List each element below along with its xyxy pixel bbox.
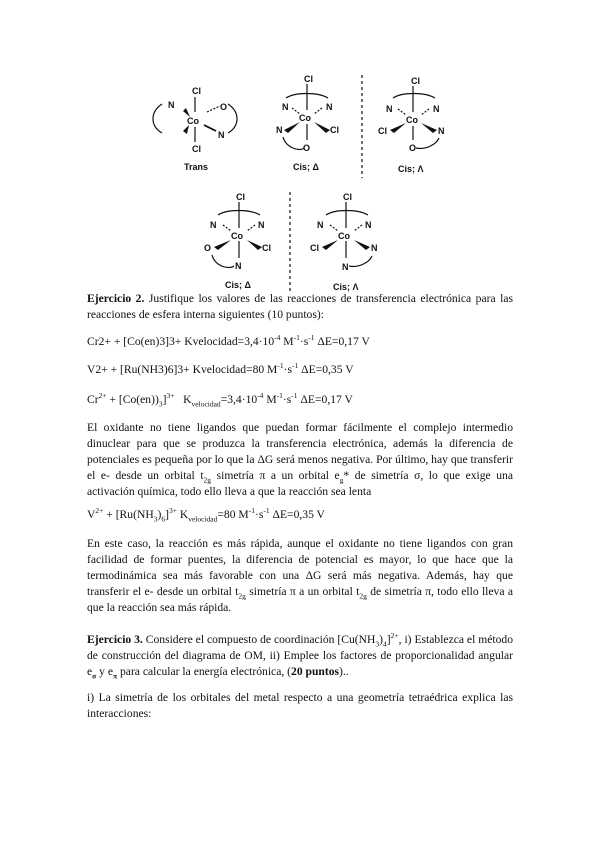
svg-text:N: N — [326, 102, 333, 112]
svg-text:Co: Co — [187, 116, 199, 126]
svg-text:N: N — [218, 130, 225, 140]
ex2-explanation-1: El oxidante no tiene ligandos que puedan formar fácilmente el complejo intermedio dinuclear para que se produzca la transferencia electrónica, además la diferencia de potenciales es pequeña por lo que la ΔG será menos negativa. Por último, hay que transferir el e- desde un orbital $t_{2g}$ simetría π a un orbital $e_g*$ de simetría σ, lo que exige una activación química, todo ello lleva a que la reacción sea lenta — [87, 421, 513, 498]
svg-text:N: N — [276, 125, 283, 135]
svg-text:N: N — [258, 220, 265, 230]
cis-delta-isomer-2 — [204, 192, 271, 290]
svg-text:Co: Co — [406, 115, 418, 125]
cis-lambda-isomer-1 — [378, 76, 445, 174]
cis-delta-isomer-1 — [276, 74, 339, 172]
svg-text:N: N — [235, 261, 242, 271]
svg-text:N: N — [282, 102, 289, 112]
svg-text:Cl: Cl — [192, 144, 201, 154]
svg-text:Cl: Cl — [236, 192, 245, 202]
svg-text:Cl: Cl — [304, 74, 313, 84]
svg-text:Cl: Cl — [330, 125, 339, 135]
svg-text:Cl: Cl — [378, 126, 387, 136]
ex2-reaction-2: V2+ + [Ru(NH3)6]3+ Kvelocidad=80 $M^{-1}\cdot s^{-1}$ ΔE=0,35 V — [87, 361, 354, 376]
svg-text:N: N — [438, 126, 445, 136]
svg-text:N: N — [342, 262, 349, 272]
ex3-part-i: i) La simetría de los orbitales del metal respecto a una geometría tetraédrica explica las interacciones: — [87, 691, 513, 720]
svg-text:Cl: Cl — [411, 76, 420, 86]
svg-text:N: N — [317, 220, 324, 230]
svg-text:N: N — [210, 220, 217, 230]
svg-text:Co: Co — [299, 113, 311, 123]
svg-text:O: O — [220, 102, 228, 112]
svg-text:Co: Co — [231, 231, 243, 241]
label-cis-delta-2: Cis; Δ — [225, 280, 251, 290]
svg-text:Co: Co — [338, 231, 350, 241]
label-cis-lambda-1: Cis; Λ — [398, 164, 424, 174]
ex2-intro: Ejercicio 2. Justifique los valores de las reacciones de transferencia electrónica para las reacciones de esfera interna siguientes (10 puntos): — [87, 292, 513, 321]
cis-lambda-isomer-2 — [310, 192, 378, 292]
label-cis-delta-1: Cis; Δ — [293, 162, 319, 172]
ex2-reaction-1: $Cr2+ + [Co(en)3]3+ Kvelocidad=3,4\cdot 10^{-4}$ $M^{-1}\cdot s^{-1}$ ΔE=0,17 V — [87, 333, 370, 348]
isomers-figure — [0, 0, 600, 295]
trans-isomer — [153, 86, 237, 172]
svg-text:O: O — [303, 143, 311, 153]
svg-text:Cl: Cl — [310, 243, 319, 253]
svg-text:N: N — [365, 220, 372, 230]
svg-text:N: N — [433, 104, 440, 114]
svg-text:O: O — [409, 143, 417, 153]
svg-text:N: N — [386, 104, 393, 114]
svg-text:Cl: Cl — [262, 243, 271, 253]
svg-text:O: O — [204, 243, 212, 253]
label-cis-lambda-2: Cis; Λ — [333, 282, 359, 292]
ex2-explanation-2: En este caso, la reacción es más rápida, aunque el oxidante no tiene ligandos con gran facilidad de formar puentes, la diferencia de potencial es mayor, lo que hace que la termodinámica sea más favorable con una ΔG será más negativa. Además, hay que transferir el e- desde un orbital $t_{2g}$ simetría π a un orbital $t_{2g}$ de simetría π, todo ello lleva a que la reacción sea más rápida. — [87, 537, 513, 614]
ex2-reaction-3: $Cr^{2+} + [Co(en))_3]^{3+}$ $K_{velocidad}=3,4\cdot 10^{-4}$ $M^{-1}\cdot s^{-1}$ ΔE=0,17 V — [87, 391, 353, 409]
svg-text:N: N — [168, 100, 175, 110]
svg-text:N: N — [371, 243, 378, 253]
label-trans: Trans — [184, 162, 209, 172]
svg-text:Cl: Cl — [343, 192, 352, 202]
ex3-statement: Ejercicio 3. Considere el compuesto de coordinación $[Cu(NH_3)_4]^{2+}$, i) Establezca el método de construcción del diagrama de OM, ii) Emplee los factores de proporcionalidad angular $e_\sigma$ y $e_\pi$ para calcular la energía electrónica, (20 puntos).. — [87, 631, 513, 681]
svg-text:Cl: Cl — [192, 86, 201, 96]
ex2-reaction-4: $V^{2+} + [Ru(NH_3)_6]^{3+}$ $K_{velocidad}=80$ $M^{-1}\cdot s^{-1}$ ΔE=0,35 V — [87, 506, 325, 524]
